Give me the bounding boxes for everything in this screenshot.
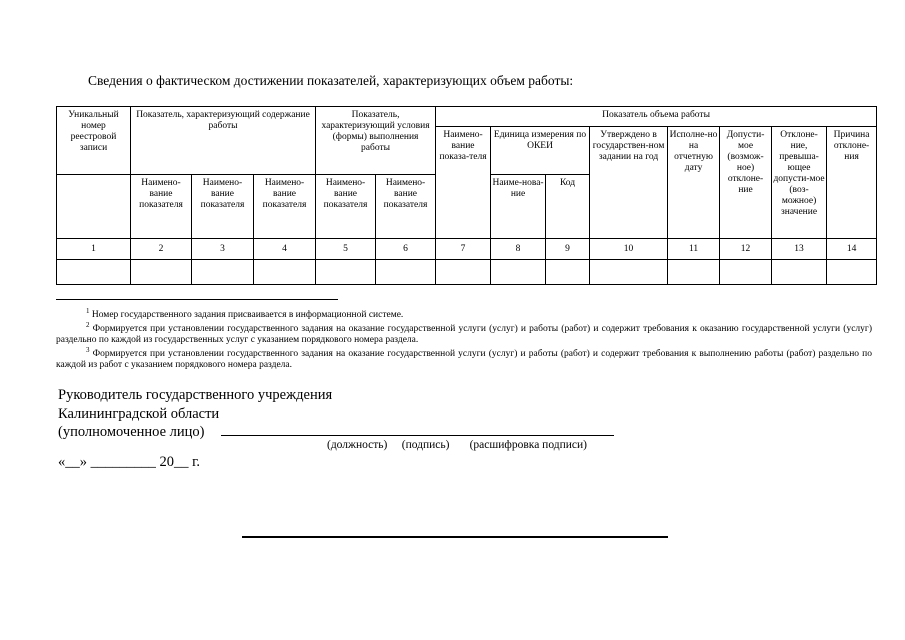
header-allowed-deviation: Допусти-мое (возмож-ное) отклоне-ние xyxy=(720,127,772,239)
column-number: 7 xyxy=(436,239,491,260)
footnote-marker: 1 xyxy=(86,307,90,315)
column-number: 9 xyxy=(546,239,590,260)
empty-cell[interactable] xyxy=(376,260,436,285)
footnote-marker: 3 xyxy=(86,345,90,354)
header-executed: Исполне-но на отчетную дату xyxy=(668,127,720,239)
column-number: 5 xyxy=(316,239,376,260)
empty-cell[interactable] xyxy=(436,260,491,285)
empty-cell[interactable] xyxy=(131,260,192,285)
empty-cell[interactable] xyxy=(192,260,254,285)
column-number: 6 xyxy=(376,239,436,260)
signer-region: Калининградской области xyxy=(58,405,220,422)
subheader-indicator-name: Наимено-вание показателя xyxy=(316,175,376,239)
date-field[interactable]: «__» _________ 20__ г. xyxy=(58,454,201,470)
signer-title: Руководитель государственного учреждения xyxy=(58,387,333,403)
subheader-indicator-name: Наимено-вание показателя xyxy=(131,175,192,239)
header-excess-deviation: Отклоне-ние, превыша-ющее допусти-мое (воз-можное) значение xyxy=(772,127,827,239)
footnote-divider xyxy=(56,299,338,300)
subheader-unit-name: Наиме-нова-ние xyxy=(491,175,546,239)
header-unique-record: Уникальный номер реестровой записи xyxy=(57,107,131,175)
footnote-text: Формируется при установлении государственного задания на оказание государственной услуги (услуг) и работы (работ) и содержит требования к выполнению работы (работ) раздельно по каждой из работ с указанием порядкового номера раздела. xyxy=(56,348,872,370)
section-title: Сведения о фактическом достижении показателей, характеризующих объем работы: xyxy=(88,73,574,88)
column-number: 11 xyxy=(668,239,720,260)
footnote-3 xyxy=(56,345,872,372)
work-volume-table xyxy=(56,106,877,285)
footnote-1 xyxy=(56,307,872,322)
header-indicator-name: Наимено-вание показа-теля xyxy=(436,127,491,239)
header-conditions-indicator: Показатель, характеризующий условия (формы) выполнения работы xyxy=(316,107,436,175)
empty-cell[interactable] xyxy=(668,260,720,285)
header-okei-unit: Единица измерения по ОКЕИ xyxy=(491,127,590,175)
signer-authorized: (уполномоченное лицо) xyxy=(58,424,205,440)
column-number: 14 xyxy=(827,239,877,260)
column-number: 13 xyxy=(772,239,827,260)
empty-cell[interactable] xyxy=(491,260,546,285)
header-deviation-reason: Причина отклоне-ния xyxy=(827,127,877,239)
table-row xyxy=(57,260,877,285)
bottom-divider xyxy=(242,536,668,538)
footnotes xyxy=(56,307,872,374)
subheader-indicator-name: Наимено-вание показателя xyxy=(192,175,254,239)
empty-cell[interactable] xyxy=(546,260,590,285)
column-number: 3 xyxy=(192,239,254,260)
column-number: 4 xyxy=(254,239,316,260)
column-number: 1 xyxy=(57,239,131,260)
empty-cell[interactable] xyxy=(827,260,877,285)
empty-cell[interactable] xyxy=(254,260,316,285)
footnote-text: Формируется при установлении государственного задания на оказание государственной услуги (услуг) и работы (работ) и содержит требования к оказанию государственной услуги (услуг) раздельно по каждой из государственных услуг с указанием порядкового номера раздела. xyxy=(56,323,872,345)
column-number: 12 xyxy=(720,239,772,260)
header-content-indicator: Показатель, характеризующий содержание работы xyxy=(131,107,316,175)
footnote-marker: 2 xyxy=(86,320,90,329)
subheader-indicator-name: Наимено-вание показателя xyxy=(254,175,316,239)
footnote-2 xyxy=(56,320,872,347)
empty-cell[interactable] xyxy=(590,260,668,285)
signature-caption: (должность) (подпись) (расшифровка подписи) xyxy=(327,439,587,451)
empty-cell[interactable] xyxy=(772,260,827,285)
subheader-indicator-name: Наимено-вание показателя xyxy=(376,175,436,239)
header-approved: Утверждено в государствен-ном задании на год xyxy=(590,127,668,239)
signature-block xyxy=(58,386,332,442)
empty-cell[interactable] xyxy=(720,260,772,285)
empty-cell[interactable] xyxy=(316,260,376,285)
empty-cell[interactable] xyxy=(57,260,131,285)
signature-line[interactable] xyxy=(221,435,614,436)
column-number: 2 xyxy=(131,239,192,260)
footnote-text: Номер государственного задания присваивается в информационной системе. xyxy=(89,310,404,320)
column-number: 8 xyxy=(491,239,546,260)
column-number: 10 xyxy=(590,239,668,260)
subheader-unit-code: Код xyxy=(546,175,590,239)
header-volume-indicator: Показатель объема работы xyxy=(436,107,877,127)
